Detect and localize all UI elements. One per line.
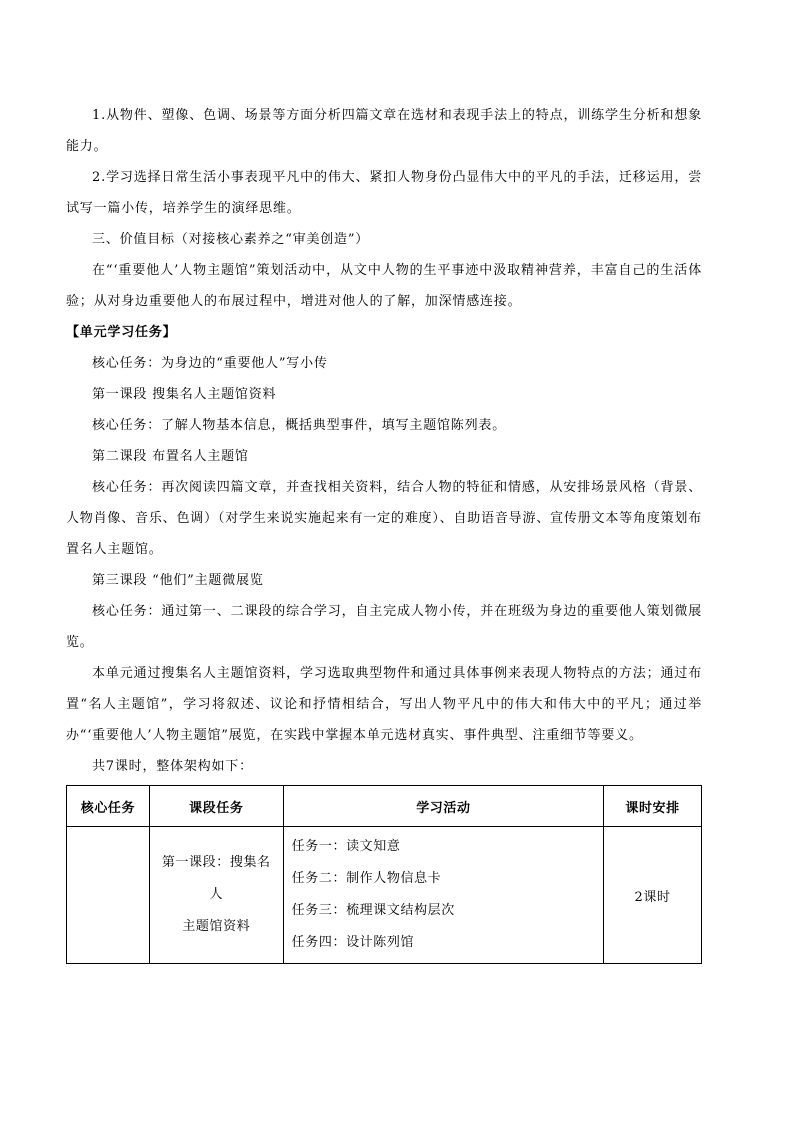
paragraph-goal-1: 1.从物件、塑像、色调、场景等方面分析四篇文章在选材和表现手法上的特点，训练学生分析和想象能力。 — [66, 108, 702, 154]
activity-item: 任务二：制作人物信息卡 — [291, 871, 442, 886]
table-header-row — [67, 786, 702, 827]
stage-task-line: 主题馆资料 — [182, 919, 251, 934]
paragraph-unit-summary: 本单元通过搜集名人主题馆资料，学习选取典型物件和通过具体事例来表现人物特点的方法；通过布置“名人主题馆”，学习将叙述、议论和抒情相结合，写出人物平凡中的伟大和伟大中的平凡；通过举办“‘重要他人’人物主题馆”展览，在实践中掌握本单元选材真实、事件典型、注重细节等要义。 — [66, 666, 702, 743]
activity-item: 任务三：梳理课文结构层次 — [291, 903, 455, 918]
paragraph-stage-2-title: 第二课段 布置名人主题馆 — [92, 449, 249, 464]
table-header-hours: 课时安排 — [604, 786, 702, 827]
paragraph-stage-1-task: 核心任务：了解人物基本信息，概括典型事件，填写主题馆陈列表。 — [92, 418, 507, 433]
paragraph-stage-2-task: 核心任务：再次阅读四篇文章，并查找相关资料，结合人物的特征和情感，从安排场景风格（背景、人物肖像、音乐、色调）（对学生来说实施起来有一定的难度）、自助语音导游、宣传册文本等角度策划布置名人主题馆。 — [66, 480, 702, 557]
table-cell-hours: 2课时 — [604, 827, 702, 964]
document-body — [66, 100, 702, 964]
stage-task-line: 第一课段：搜集名人 — [161, 855, 271, 902]
paragraph-stage-1-title: 第一课段 搜集名人主题馆资料 — [92, 387, 277, 402]
table-row — [67, 827, 702, 964]
course-plan-table — [66, 785, 702, 964]
paragraph-core-task: 核心任务：为身边的“重要他人”写小传 — [92, 356, 328, 371]
paragraph-stage-3-title: 第三课段 “他们”主题微展览 — [92, 573, 264, 588]
paragraph-value-goal: 在“‘重要他人’人物主题馆”策划活动中，从文中人物的生平事迹中汲取精神营养，丰富自己的生活体验；从对身边重要他人的布展过程中，增进对他人的了解，加深情感连接。 — [66, 263, 702, 309]
paragraph-stage-3-task: 核心任务：通过第一、二课段的综合学习，自主完成人物小传，并在班级为身边的重要他人策划微展览。 — [66, 604, 702, 650]
table-cell-stage-task — [149, 827, 283, 964]
activity-item: 任务四：设计陈列馆 — [291, 935, 415, 950]
paragraph-hours-intro: 共7课时，整体架构如下： — [92, 759, 253, 774]
table-header-stage-task: 课段任务 — [149, 786, 283, 827]
section-heading-value-goal: 三、价值目标（对接核心素养之“审美创造”） — [92, 232, 370, 247]
table-header-core-task: 核心任务 — [67, 786, 150, 827]
section-heading-unit-tasks: 【单元学习任务】 — [66, 325, 177, 340]
table-header-activities: 学习活动 — [283, 786, 603, 827]
activity-item: 任务一：读文知意 — [291, 839, 401, 854]
paragraph-goal-2: 2.学习选择日常生活小事表现平凡中的伟大、紧扣人物身份凸显伟大中的平凡的手法，迁移运用，尝试写一篇小传，培养学生的演绎思维。 — [66, 170, 702, 216]
table-cell-activities — [283, 827, 603, 964]
table-cell-core-task — [67, 827, 150, 964]
